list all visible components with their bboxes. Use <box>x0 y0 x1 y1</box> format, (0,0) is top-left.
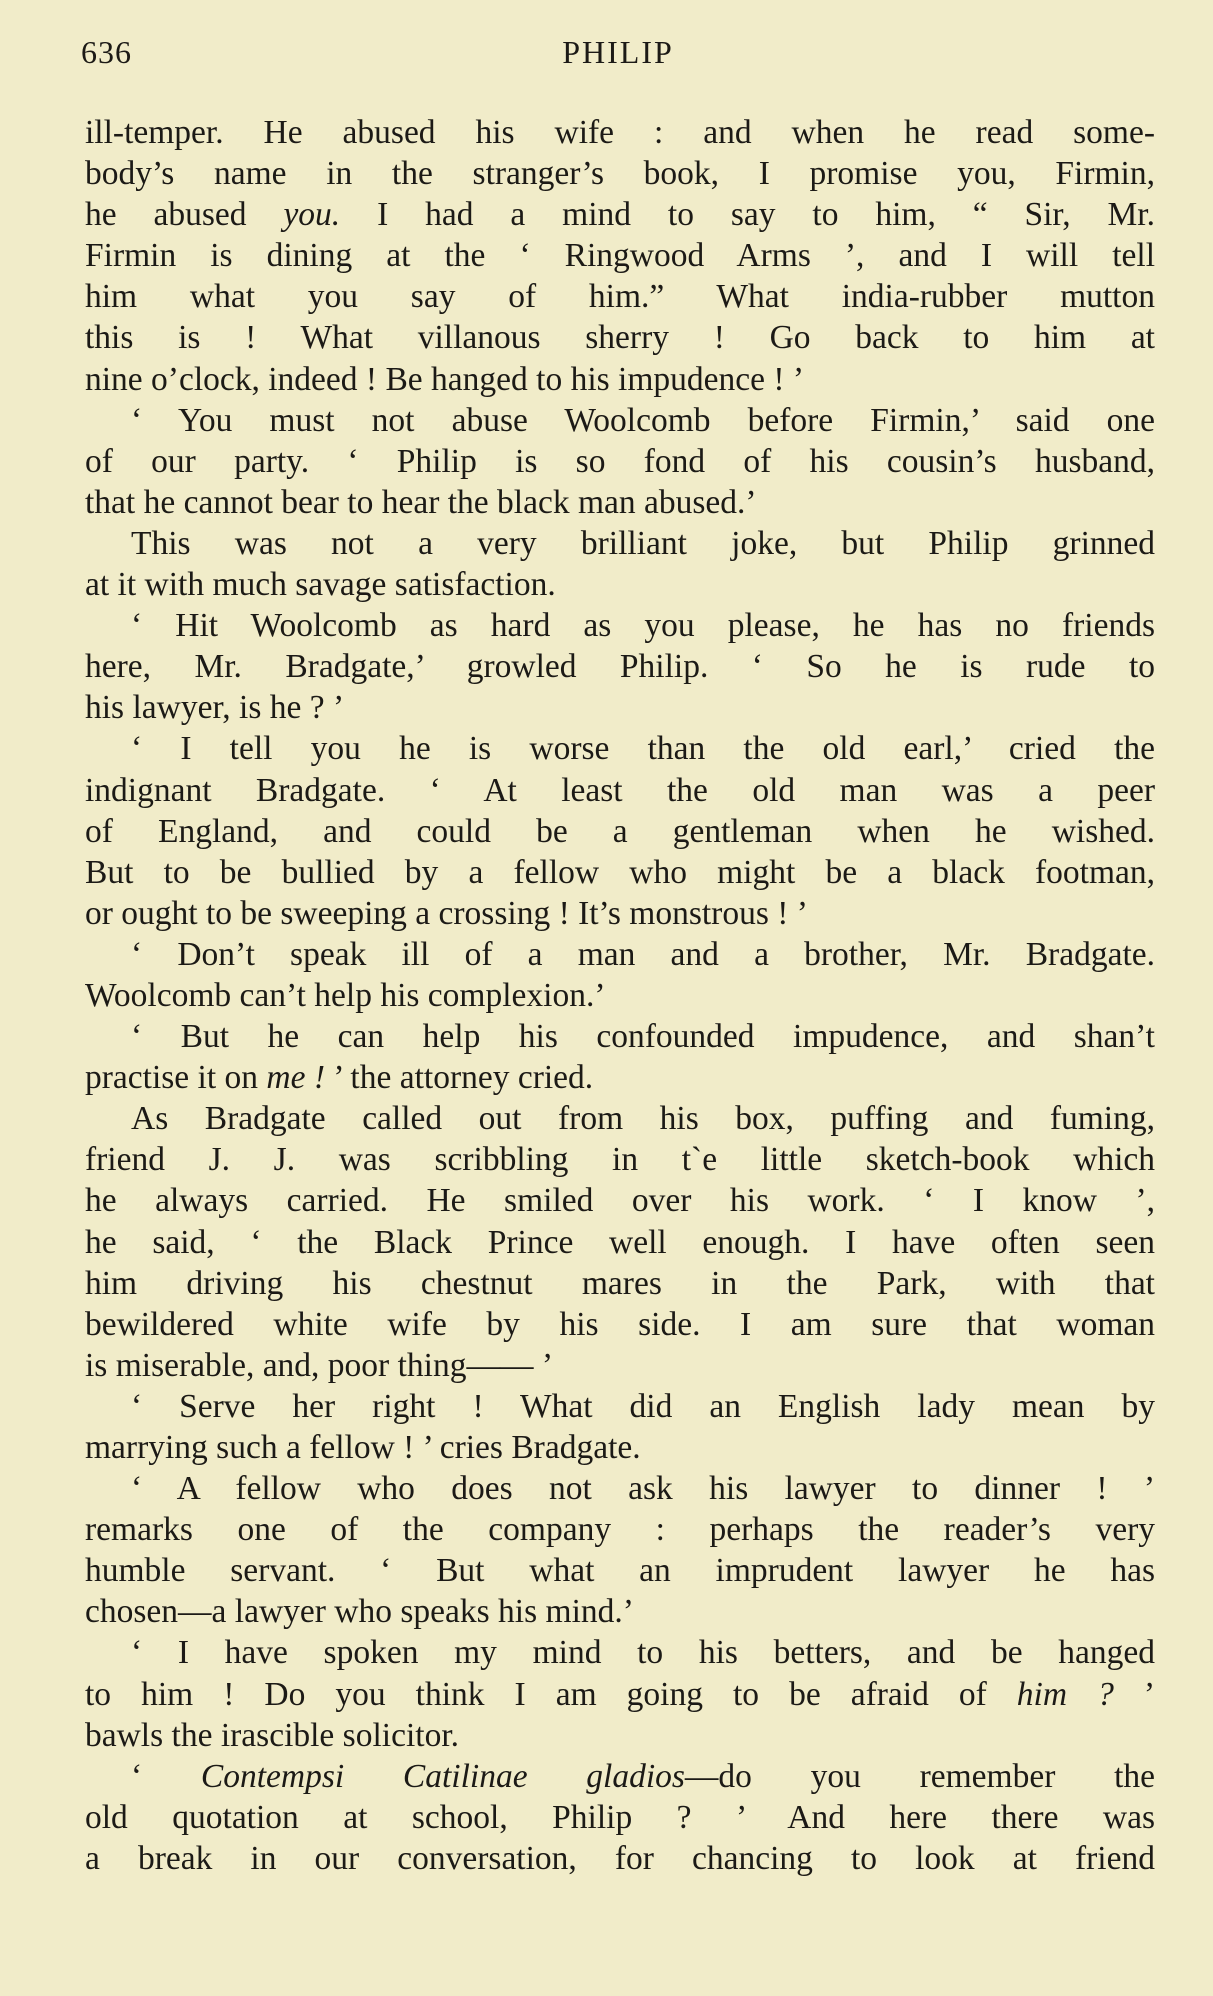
text-run: Woolcomb can’t help his complexion.’ <box>85 976 606 1014</box>
text-run: a break in our conversation, for chancing to look at friend <box>85 1839 1155 1877</box>
text-line <box>85 605 1155 646</box>
text-line <box>85 564 1155 605</box>
text-line <box>85 852 1155 893</box>
text-run: old quotation at school, Philip ? ’ And here there was <box>85 1798 1155 1836</box>
page-header <box>81 34 1155 74</box>
text-line <box>85 1263 1155 1304</box>
running-head: PHILIP <box>562 34 674 70</box>
text-run: he said, ‘ the Black Prince well enough. I have often seen <box>85 1223 1155 1261</box>
italic-text: you. <box>283 196 341 234</box>
italic-text: Contempsi Catilinae gladios <box>200 1757 685 1795</box>
text-run: to him ! Do you think I am going to be afraid of <box>85 1675 1017 1713</box>
text-line <box>85 687 1155 728</box>
text-line <box>85 523 1155 564</box>
text-run: ‘ You must not abuse Woolcomb before Firmin,’ said one <box>131 401 1155 439</box>
text-run: remarks one of the company : perhaps the reader’s very <box>85 1511 1155 1549</box>
text-line <box>85 441 1155 482</box>
text-run: him what you say of him.” What india-rubber mutton <box>85 278 1155 316</box>
text-line <box>85 1468 1155 1509</box>
text-run: body’s name in the stranger’s book, I promise you, Firmin, <box>85 155 1155 193</box>
text-run: —do you remember the <box>684 1757 1155 1795</box>
text-run: ’ the attorney cried. <box>325 1059 594 1097</box>
text-line <box>85 1345 1155 1386</box>
text-run: is miserable, and, poor thing—— ’ <box>85 1346 553 1384</box>
text-run: This was not a very brilliant joke, but Philip grinned <box>131 524 1155 562</box>
text-line <box>85 1797 1155 1838</box>
text-run: nine o’clock, indeed ! Be hanged to his impudence ! ’ <box>85 360 805 398</box>
text-line <box>85 400 1155 441</box>
italic-text: him ? <box>1016 1675 1114 1713</box>
italic-text: me ! <box>266 1059 325 1097</box>
text-run: bewildered white wife by his side. I am sure that woman <box>85 1305 1155 1343</box>
text-run: or ought to be sweeping a crossing ! It’s monstrous ! ’ <box>85 894 808 932</box>
text-line <box>85 1509 1155 1550</box>
text-line <box>85 1427 1155 1468</box>
text-line <box>85 1304 1155 1345</box>
text-line <box>85 482 1155 523</box>
text-run: ‘ Serve her right ! What did an English lady mean by <box>131 1387 1155 1425</box>
text-run: of England, and could be a gentleman when he wished. <box>85 812 1155 850</box>
text-run: But to be bullied by a fellow who might be a black footman, <box>85 853 1155 891</box>
text-run: humble servant. ‘ But what an imprudent lawyer he has <box>85 1552 1155 1590</box>
text-line <box>85 770 1155 811</box>
page-number: 636 <box>81 34 132 70</box>
text-run: that he cannot bear to hear the black man abused.’ <box>85 483 757 521</box>
text-line <box>85 1591 1155 1632</box>
text-line <box>85 1838 1155 1879</box>
text-line <box>85 646 1155 687</box>
text-run: his lawyer, is he ? ’ <box>85 689 345 727</box>
text-run: ’ <box>1113 1675 1155 1713</box>
text-line <box>85 317 1155 358</box>
text-run: I had a mind to say to him, “ Sir, Mr. <box>340 196 1155 234</box>
text-line <box>85 194 1155 235</box>
text-run: indignant Bradgate. ‘ At least the old man was a peer <box>85 771 1155 809</box>
text-run: Firmin is dining at the ‘ Ringwood Arms ’, and I will tell <box>85 237 1155 275</box>
text-line <box>85 934 1155 975</box>
text-line <box>85 975 1155 1016</box>
text-line <box>85 1057 1155 1098</box>
text-line <box>85 153 1155 194</box>
text-run: As Bradgate called out from his box, puffing and fuming, <box>131 1100 1155 1138</box>
text-line <box>85 276 1155 317</box>
text-line <box>85 1180 1155 1221</box>
text-run: marrying such a fellow ! ’ cries Bradgate. <box>85 1429 641 1466</box>
text-line <box>85 112 1155 153</box>
body-text <box>85 112 1155 1879</box>
text-line <box>85 1386 1155 1427</box>
text-run: of our party. ‘ Philip is so fond of his cousin’s husband, <box>85 442 1155 480</box>
text-run: ‘ Don’t speak ill of a man and a brother, Mr. Bradgate. <box>131 935 1155 973</box>
text-run: him driving his chestnut mares in the Park, with that <box>85 1264 1155 1302</box>
text-run: ‘ I tell you he is worse than the old earl,’ cried the <box>131 730 1155 768</box>
text-run: bawls the irascible solicitor. <box>85 1716 459 1754</box>
text-line <box>85 1756 1155 1797</box>
text-line <box>85 1098 1155 1139</box>
text-line <box>85 1674 1155 1715</box>
text-run: he abused <box>85 196 284 234</box>
text-line <box>85 1632 1155 1673</box>
text-run: practise it on <box>85 1059 267 1097</box>
text-run: ill-temper. He abused his wife : and when he read some- <box>85 114 1155 151</box>
text-run: this is ! What villanous sherry ! Go back to him at <box>85 319 1155 357</box>
text-run: here, Mr. Bradgate,’ growled Philip. ‘ So he is rude to <box>85 648 1155 686</box>
text-line <box>85 728 1155 769</box>
text-line <box>85 1715 1155 1756</box>
text-run: friend J. J. was scribbling in t`e little sketch-book which <box>85 1141 1155 1179</box>
text-line <box>85 893 1155 934</box>
text-line <box>85 1139 1155 1180</box>
text-line <box>85 811 1155 852</box>
text-line <box>85 235 1155 276</box>
text-run: ‘ I have spoken my mind to his betters, and be hanged <box>131 1634 1155 1672</box>
text-run: ‘ <box>131 1757 201 1795</box>
text-run: ‘ A fellow who does not ask his lawyer to dinner ! ’ <box>131 1470 1155 1508</box>
text-line <box>85 1016 1155 1057</box>
text-run: chosen—a lawyer who speaks his mind.’ <box>85 1593 634 1631</box>
text-run: he always carried. He smiled over his work. ‘ I know ’, <box>85 1182 1155 1220</box>
text-run: ‘ But he can help his confounded impudence, and shan’t <box>131 1018 1155 1056</box>
text-line <box>85 1222 1155 1263</box>
text-line <box>85 1550 1155 1591</box>
text-line <box>85 359 1155 400</box>
text-run: ‘ Hit Woolcomb as hard as you please, he has no friends <box>131 607 1155 645</box>
text-run: at it with much savage satisfaction. <box>85 566 556 604</box>
